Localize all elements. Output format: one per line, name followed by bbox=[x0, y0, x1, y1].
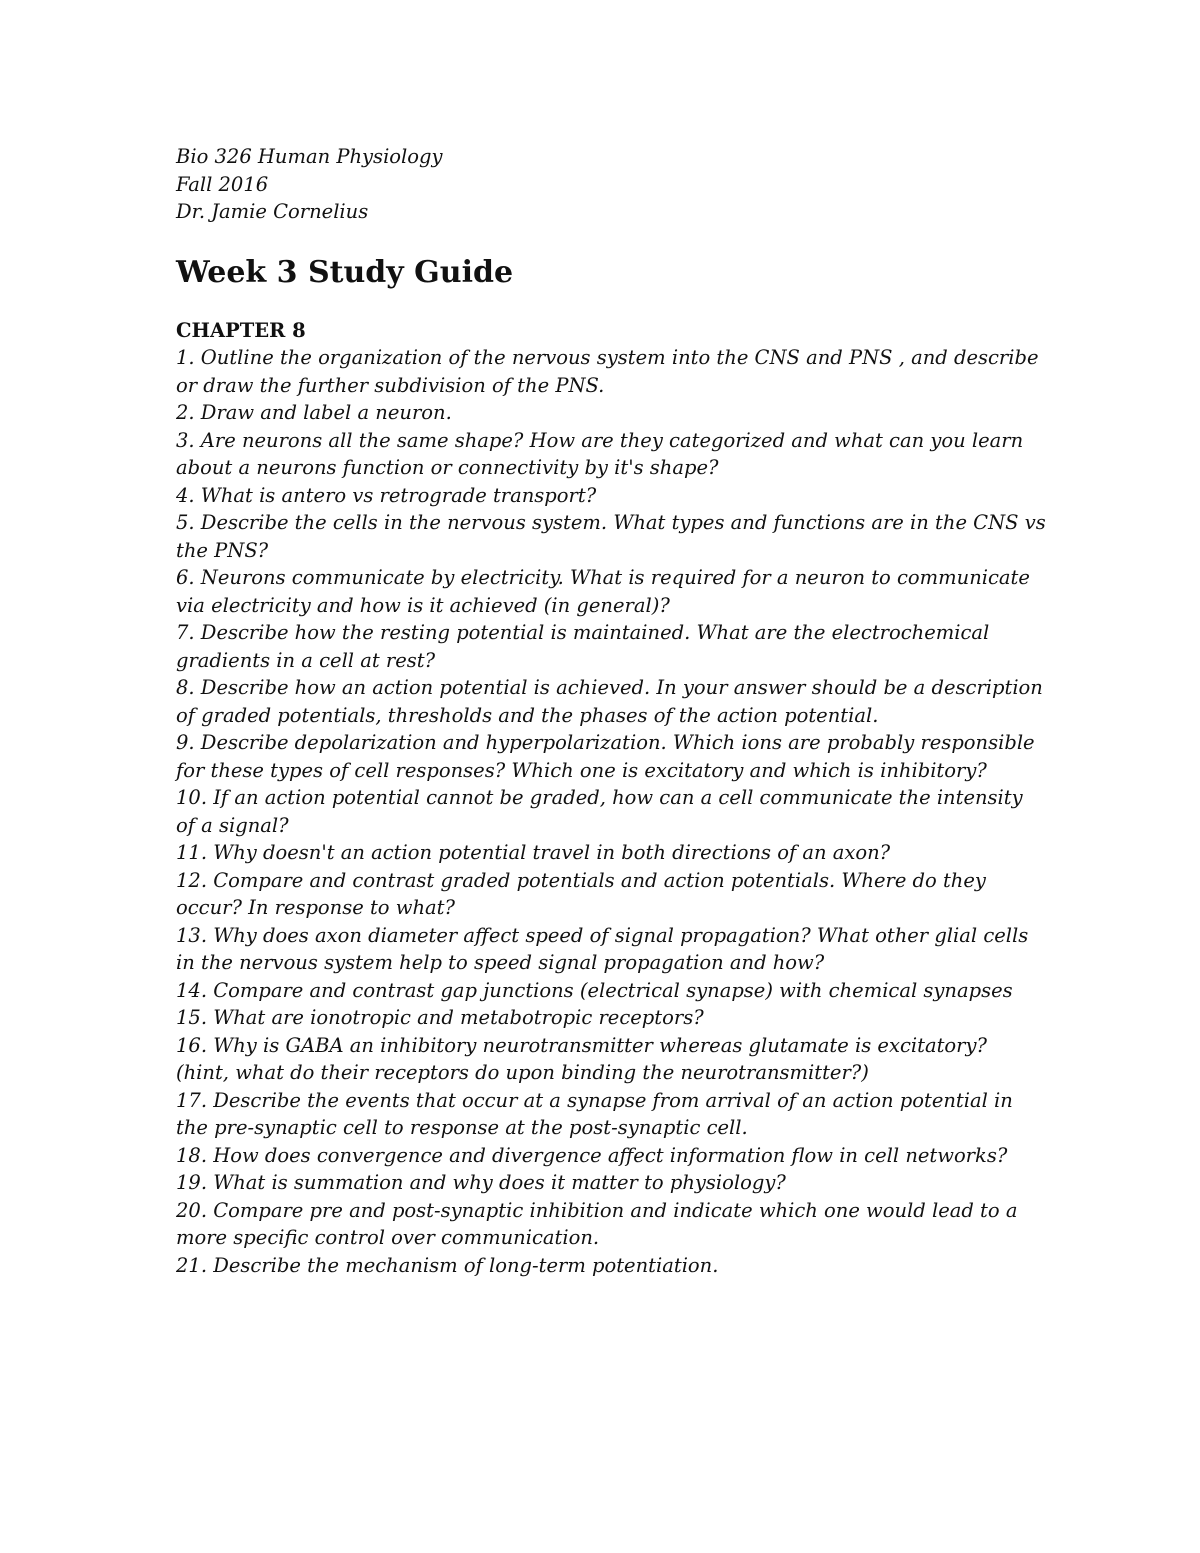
question-text-line: 15. What are ionotropic and metabotropic receptors? bbox=[176, 1006, 704, 1029]
question-text-line: for these types of cell responses? Which one is excitatory and which is inhibitory? bbox=[176, 758, 987, 782]
question-text-line: 4. What is antero vs retrograde transport? bbox=[176, 483, 597, 507]
question-text-line: 2. Draw and label a neuron. bbox=[176, 401, 452, 424]
question-item bbox=[176, 1252, 1036, 1280]
question-text-line: gradients in a cell at rest? bbox=[176, 648, 436, 672]
question-text-line: 1. Outline the organization of the nervous system into the CNS and PNS , and describe bbox=[176, 346, 1039, 369]
question-text-line: 21. Describe the mechanism of long-term potentiation. bbox=[176, 1253, 719, 1277]
question-text-line: 3. Are neurons all the same shape? How are they categorized and what can you learn bbox=[176, 428, 1024, 452]
question-item bbox=[176, 344, 1039, 399]
question-text-line: about a neurons function or connectivity by it's shape? bbox=[176, 456, 719, 479]
question-item bbox=[176, 427, 1036, 482]
question-text-line: 8. Describe how an action potential is achieved. In your answer should be a description bbox=[176, 676, 1043, 699]
question-text-line: 12. Compare and contrast graded potentials and action potentials. Where do they bbox=[176, 868, 986, 892]
question-item bbox=[176, 729, 1036, 784]
document-page bbox=[176, 143, 1046, 1277]
question-text-line: of a signal? bbox=[176, 813, 289, 837]
question-item bbox=[176, 839, 1036, 867]
course-name: Bio 326 Human Physiology bbox=[176, 145, 443, 168]
question-text-line: more specific control over communication. bbox=[176, 1226, 600, 1249]
question-item bbox=[176, 482, 1036, 510]
page-title: Week 3 Study Guide bbox=[176, 255, 514, 290]
question-text-line: 10. If an action potential cannot be graded, how can a cell communicate the intensity bbox=[176, 786, 1023, 809]
question-item bbox=[176, 784, 1036, 839]
question-text-line: the pre-synaptic cell to response at the post-synaptic cell. bbox=[176, 1116, 748, 1139]
question-text-line: via electricity and how is it achieved (in general)? bbox=[176, 593, 670, 617]
question-item bbox=[176, 1169, 1036, 1197]
question-text-line: 6. Neurons communicate by electricity. What is required for a neuron to communicate bbox=[176, 566, 1030, 589]
question-text-line: or draw the further subdivision of the PNS. bbox=[176, 373, 605, 397]
question-item bbox=[176, 509, 1046, 564]
question-text-line: the PNS? bbox=[176, 538, 269, 562]
question-item bbox=[176, 1032, 1036, 1087]
question-text-line: 20. Compare pre and post-synaptic inhibition and indicate which one would lead to a bbox=[176, 1198, 1018, 1222]
question-text-line: 13. Why does axon diameter affect speed of signal propagation? What other glial cells bbox=[176, 923, 1029, 947]
question-item bbox=[176, 674, 1043, 729]
question-text-line: 17. Describe the events that occur at a synapse from arrival of an action potential in bbox=[176, 1088, 1013, 1112]
question-text-line: 9. Describe depolarization and hyperpolarization. Which ions are probably responsible bbox=[176, 731, 1035, 754]
question-text-line: 19. What is summation and why does it matter to physiology? bbox=[176, 1171, 786, 1194]
question-text-line: 7. Describe how the resting potential is maintained. What are the electrochemical bbox=[176, 621, 990, 644]
question-text-line: in the nervous system help to speed signal propagation and how? bbox=[176, 951, 825, 974]
question-text-line: (hint, what do their receptors do upon binding the neurotransmitter?) bbox=[176, 1061, 869, 1084]
question-text-line: occur? In response to what? bbox=[176, 896, 455, 919]
question-item bbox=[176, 922, 1036, 977]
question-list bbox=[176, 344, 1046, 1279]
question-item bbox=[176, 1197, 1036, 1252]
question-text-line: 5. Describe the cells in the nervous system. What types and functions are in the CNS vs bbox=[176, 511, 1046, 534]
question-item bbox=[176, 1004, 1036, 1032]
question-text-line: 16. Why is GABA an inhibitory neurotransmitter whereas glutamate is excitatory? bbox=[176, 1033, 987, 1057]
question-item bbox=[176, 867, 1036, 922]
question-text-line: of graded potentials, thresholds and the phases of the action potential. bbox=[176, 703, 879, 727]
question-text-line: 14. Compare and contrast gap junctions (electrical synapse) with chemical synapses bbox=[176, 978, 1013, 1002]
question-text-line: 11. Why doesn't an action potential travel in both directions of an axon? bbox=[176, 841, 891, 864]
instructor: Dr. Jamie Cornelius bbox=[176, 200, 369, 223]
chapter-heading: CHAPTER 8 bbox=[176, 319, 306, 342]
question-item bbox=[176, 564, 1036, 619]
question-item bbox=[176, 1142, 1036, 1170]
question-item bbox=[176, 977, 1036, 1005]
term: Fall 2016 bbox=[176, 172, 269, 196]
question-text-line: 18. How does convergence and divergence affect information flow in cell networks? bbox=[176, 1143, 1008, 1167]
question-item bbox=[176, 1087, 1036, 1142]
question-item bbox=[176, 619, 1036, 674]
question-item bbox=[176, 399, 1036, 427]
